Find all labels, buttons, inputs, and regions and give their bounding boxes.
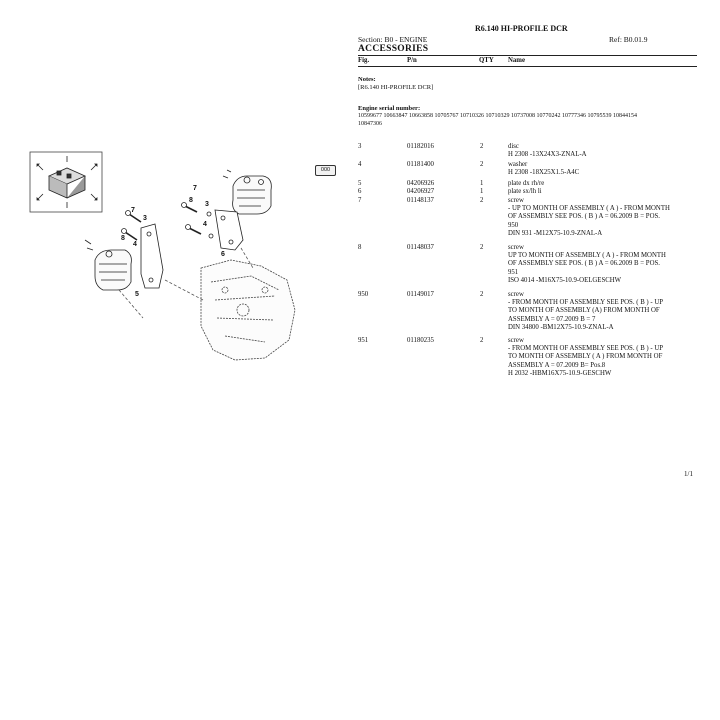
exploded-parts-diagram bbox=[25, 150, 315, 365]
callout-4-right: 4 bbox=[203, 221, 207, 228]
part-number: 04206926 bbox=[407, 180, 435, 187]
part-description: disc H 2308 -13X24X3-ZNAL-A bbox=[508, 143, 587, 159]
compressor-left bbox=[85, 240, 131, 290]
document-title: R6.140 HI-PROFILE DCR bbox=[475, 24, 568, 33]
serial-label: Engine serial number: bbox=[358, 105, 421, 112]
part-qty: 2 bbox=[480, 161, 484, 168]
part-description: screw - FROM MONTH OF ASSEMBLY SEE POS. ( B ) - UP TO MONTH OF ASSEMBLY ( A ) FROM MONTH OF ASSEMBLY A = 07.2009 B= Pos.8 H 2032 -HBM16X75-10.9-GESCHW bbox=[508, 337, 664, 377]
part-description: plate sx/lh li bbox=[508, 188, 542, 195]
part-fig: 8 bbox=[358, 244, 362, 251]
inset-view-icon bbox=[30, 152, 102, 212]
part-qty: 2 bbox=[480, 197, 484, 204]
part-qty: 1 bbox=[480, 180, 484, 187]
part-number: 01182016 bbox=[407, 143, 434, 150]
notes-text: [R6.140 HI-PROFILE DCR] bbox=[358, 84, 434, 91]
part-fig: 5 bbox=[358, 180, 362, 187]
callout-7-right: 7 bbox=[193, 185, 197, 192]
part-fig: 7 bbox=[358, 197, 362, 204]
serial-numbers-line2: 10847306 bbox=[358, 121, 382, 127]
callout-4-left: 4 bbox=[133, 241, 137, 248]
part-fig: 3 bbox=[358, 143, 362, 150]
reference-badge-label: 000 bbox=[320, 167, 331, 173]
callout-3-right: 3 bbox=[205, 201, 209, 208]
part-fig: 4 bbox=[358, 161, 362, 168]
column-header-qty: QTY bbox=[479, 57, 494, 64]
part-number: 04206927 bbox=[407, 188, 435, 195]
column-header-pn: P/n bbox=[407, 57, 417, 64]
engine-block bbox=[201, 260, 295, 360]
group-title: ACCESSORIES bbox=[358, 44, 429, 54]
bracket-plate-left bbox=[141, 224, 163, 288]
callout-7-left: 7 bbox=[131, 207, 135, 214]
section-label: Section: B0 - ENGINE bbox=[358, 35, 428, 44]
part-fig: 950 bbox=[358, 291, 369, 298]
notes-label: Notes: bbox=[358, 76, 376, 83]
part-fig: 6 bbox=[358, 188, 362, 195]
reference-label: Ref: B0.01.9 bbox=[609, 35, 648, 44]
screws-washers bbox=[122, 203, 214, 241]
callout-8-left: 8 bbox=[121, 235, 125, 242]
column-header-name: Name bbox=[508, 57, 525, 64]
bracket-plate-right bbox=[215, 210, 243, 250]
part-number: 01148137 bbox=[407, 197, 434, 204]
part-description: screw - UP TO MONTH OF ASSEMBLY ( A ) - FROM MONTH OF ASSEMBLY SEE POS. ( B ) A = 06.2009 B = POS. 950 DIN 931 -M12X75-10.9-ZNAL-A bbox=[508, 197, 670, 237]
callout-8-right: 8 bbox=[189, 197, 193, 204]
part-qty: 2 bbox=[480, 291, 484, 298]
part-description: screw - FROM MONTH OF ASSEMBLY SEE POS. ( B ) - UP TO MONTH OF ASSEMBLY (A) FROM MONTH OF ASSEMBLY A = 07.2009 B = 7 DIN 34800 -BM12X75-10.9-ZNAL-A bbox=[508, 291, 664, 331]
part-qty: 1 bbox=[480, 188, 484, 195]
column-header-fig: Fig. bbox=[358, 57, 370, 64]
callout-5: 5 bbox=[135, 291, 139, 298]
serial-numbers-line1: 10599677 10663847 10663858 10705767 10710326 10710329 10737008 10770242 10777346 10795539 10844154 bbox=[358, 113, 637, 119]
part-number: 01181400 bbox=[407, 161, 434, 168]
callout-6: 6 bbox=[221, 251, 225, 258]
reference-badge-icon[interactable] bbox=[315, 165, 336, 176]
part-qty: 2 bbox=[480, 337, 484, 344]
part-qty: 2 bbox=[480, 143, 484, 150]
part-number: 01149017 bbox=[407, 291, 434, 298]
part-fig: 951 bbox=[358, 337, 369, 344]
page-number: 1/1 bbox=[684, 470, 693, 478]
part-description: washer H 2308 -18X25X1.5-A4C bbox=[508, 161, 580, 177]
header-top-rule bbox=[358, 55, 697, 56]
header-bottom-rule bbox=[358, 66, 697, 67]
part-number: 01180235 bbox=[407, 337, 434, 344]
compressor-right bbox=[223, 170, 271, 214]
part-number: 01148037 bbox=[407, 244, 434, 251]
part-description: screw UP TO MONTH OF ASSEMBLY ( A ) - FROM MONTH OF ASSEMBLY SEE POS. ( B ) A = 06.2009 B = POS. 951 ISO 4014 -M16X75-10.9-OELGESCHW bbox=[508, 244, 666, 284]
part-description: plate dx rh/re bbox=[508, 180, 545, 187]
callout-3-left: 3 bbox=[143, 215, 147, 222]
part-qty: 2 bbox=[480, 244, 484, 251]
